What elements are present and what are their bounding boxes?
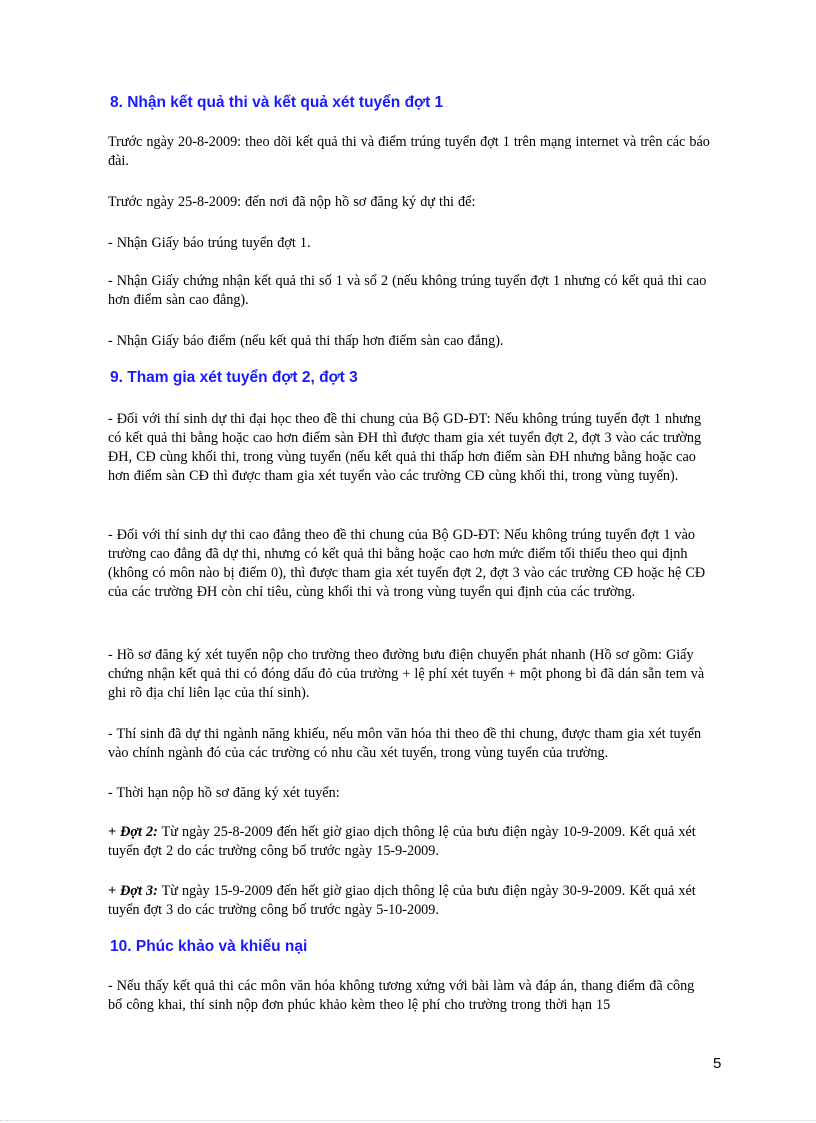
section-10-heading: 10. Phúc khảo và khiếu nại [110, 938, 308, 955]
dot-3-text: Từ ngày 15-9-2009 đến hết giờ giao dịch thông lệ của bưu điện ngày 30-9-2009. Kết quả xét tuyển đợt 3 do các trường công bố trước ngày 5-10-2009. [108, 883, 696, 918]
paragraph-text: - Thời hạn nộp hồ sơ đăng ký xét tuyển: [108, 785, 340, 801]
paragraph [108, 526, 712, 602]
paragraph [108, 234, 712, 253]
paragraph-dot-3 [108, 882, 712, 920]
page-number: 5 [713, 1055, 722, 1072]
paragraph-text: - Thí sinh đã dự thi ngành năng khiếu, nếu môn văn hóa thi theo đề thi chung, được tham gia xét tuyển vào chính ngành đó của các trường có nhu cầu xét tuyển, trong vùng tuyển của trường. [108, 726, 702, 761]
paragraph [108, 133, 712, 171]
paragraph [108, 784, 712, 803]
paragraph [108, 725, 712, 763]
dot-2-text: Từ ngày 25-8-2009 đến hết giờ giao dịch thông lệ của bưu điện ngày 10-9-2009. Kết quả xét tuyển đợt 2 do các trường công bố trước ngày 15-9-2009. [108, 824, 696, 859]
paragraph-text: - Nếu thấy kết quả thi các môn văn hóa không tương xứng với bài làm và đáp án, thang điểm đã công bố công khai, thí sinh nộp đơn phúc khảo kèm theo lệ phí cho trường trong thời hạn 15 [108, 978, 695, 1013]
paragraph-text: - Nhận Giấy báo điểm (nếu kết quả thi thấp hơn điểm sàn cao đẳng). [108, 333, 504, 349]
paragraph-text: - Đối với thí sinh dự thi cao đẳng theo đề thi chung của Bộ GD-ĐT: Nếu không trúng tuyển đợt 1 vào trường cao đẳng đã dự thi, nhưng có kết quả thi bằng hoặc cao hơn mức điểm tối thiểu theo qui định (không có môn nào bị điểm 0), thì được tham gia xét tuyển đợt 2, đợt 3 vào các trường CĐ hoặc hệ CĐ của các trường ĐH còn chỉ tiêu, cùng khối thi và trong vùng tuyển qui định của các trường. [108, 527, 706, 600]
section-9-heading: 9. Tham gia xét tuyển đợt 2, đợt 3 [110, 369, 358, 386]
page-bottom-divider [0, 1120, 816, 1122]
paragraph [108, 272, 712, 310]
paragraph [108, 332, 712, 351]
paragraph-text: - Nhận Giấy báo trúng tuyển đợt 1. [108, 235, 311, 251]
paragraph-text: - Hồ sơ đăng ký xét tuyển nộp cho trường theo đường bưu điện chuyển phát nhanh (Hồ sơ gồm: Giấy chứng nhận kết quả thi có đóng dấu đỏ của trường + lệ phí xét tuyển + một phong bì đã dán sẵn tem và ghi rõ địa chỉ liên lạc của thí sinh). [108, 647, 705, 701]
paragraph-dot-2 [108, 823, 712, 861]
paragraph-text: - Nhận Giấy chứng nhận kết quả thi số 1 và số 2 (nếu không trúng tuyển đợt 1 nhưng có kết quả thi cao hơn điểm sàn cao đẳng). [108, 273, 707, 308]
paragraph [108, 410, 712, 486]
paragraph [108, 646, 712, 703]
paragraph-text: Trước ngày 25-8-2009: đến nơi đã nộp hồ sơ đăng ký dự thi để: [108, 194, 476, 210]
paragraph-text: - Đối với thí sinh dự thi đại học theo đề thi chung của Bộ GD-ĐT: Nếu không trúng tuyển đợt 1 nhưng có kết quả thi bằng hoặc cao hơn điểm sàn ĐH thì được tham gia xét tuyển đợt 2, đợt 3 vào các trường ĐH, CĐ cùng khối thi, trong vùng tuyển (nếu kết quả thi thấp hơn điểm sàn ĐH nhưng bằng hoặc cao hơn điểm sàn CĐ thì được tham gia xét tuyển vào các trường CĐ cùng khối thi, trong vùng tuyển). [108, 411, 702, 484]
paragraph [108, 977, 712, 1015]
dot-3-label: + Đợt 3: [108, 883, 158, 899]
paragraph [108, 193, 712, 212]
dot-2-label: + Đợt 2: [108, 824, 158, 840]
section-8-heading: 8. Nhận kết quả thi và kết quả xét tuyển đợt 1 [110, 94, 444, 111]
paragraph-text: Trước ngày 20-8-2009: theo dõi kết quả thi và điểm trúng tuyển đợt 1 trên mạng internet và trên các báo đài. [108, 134, 710, 169]
